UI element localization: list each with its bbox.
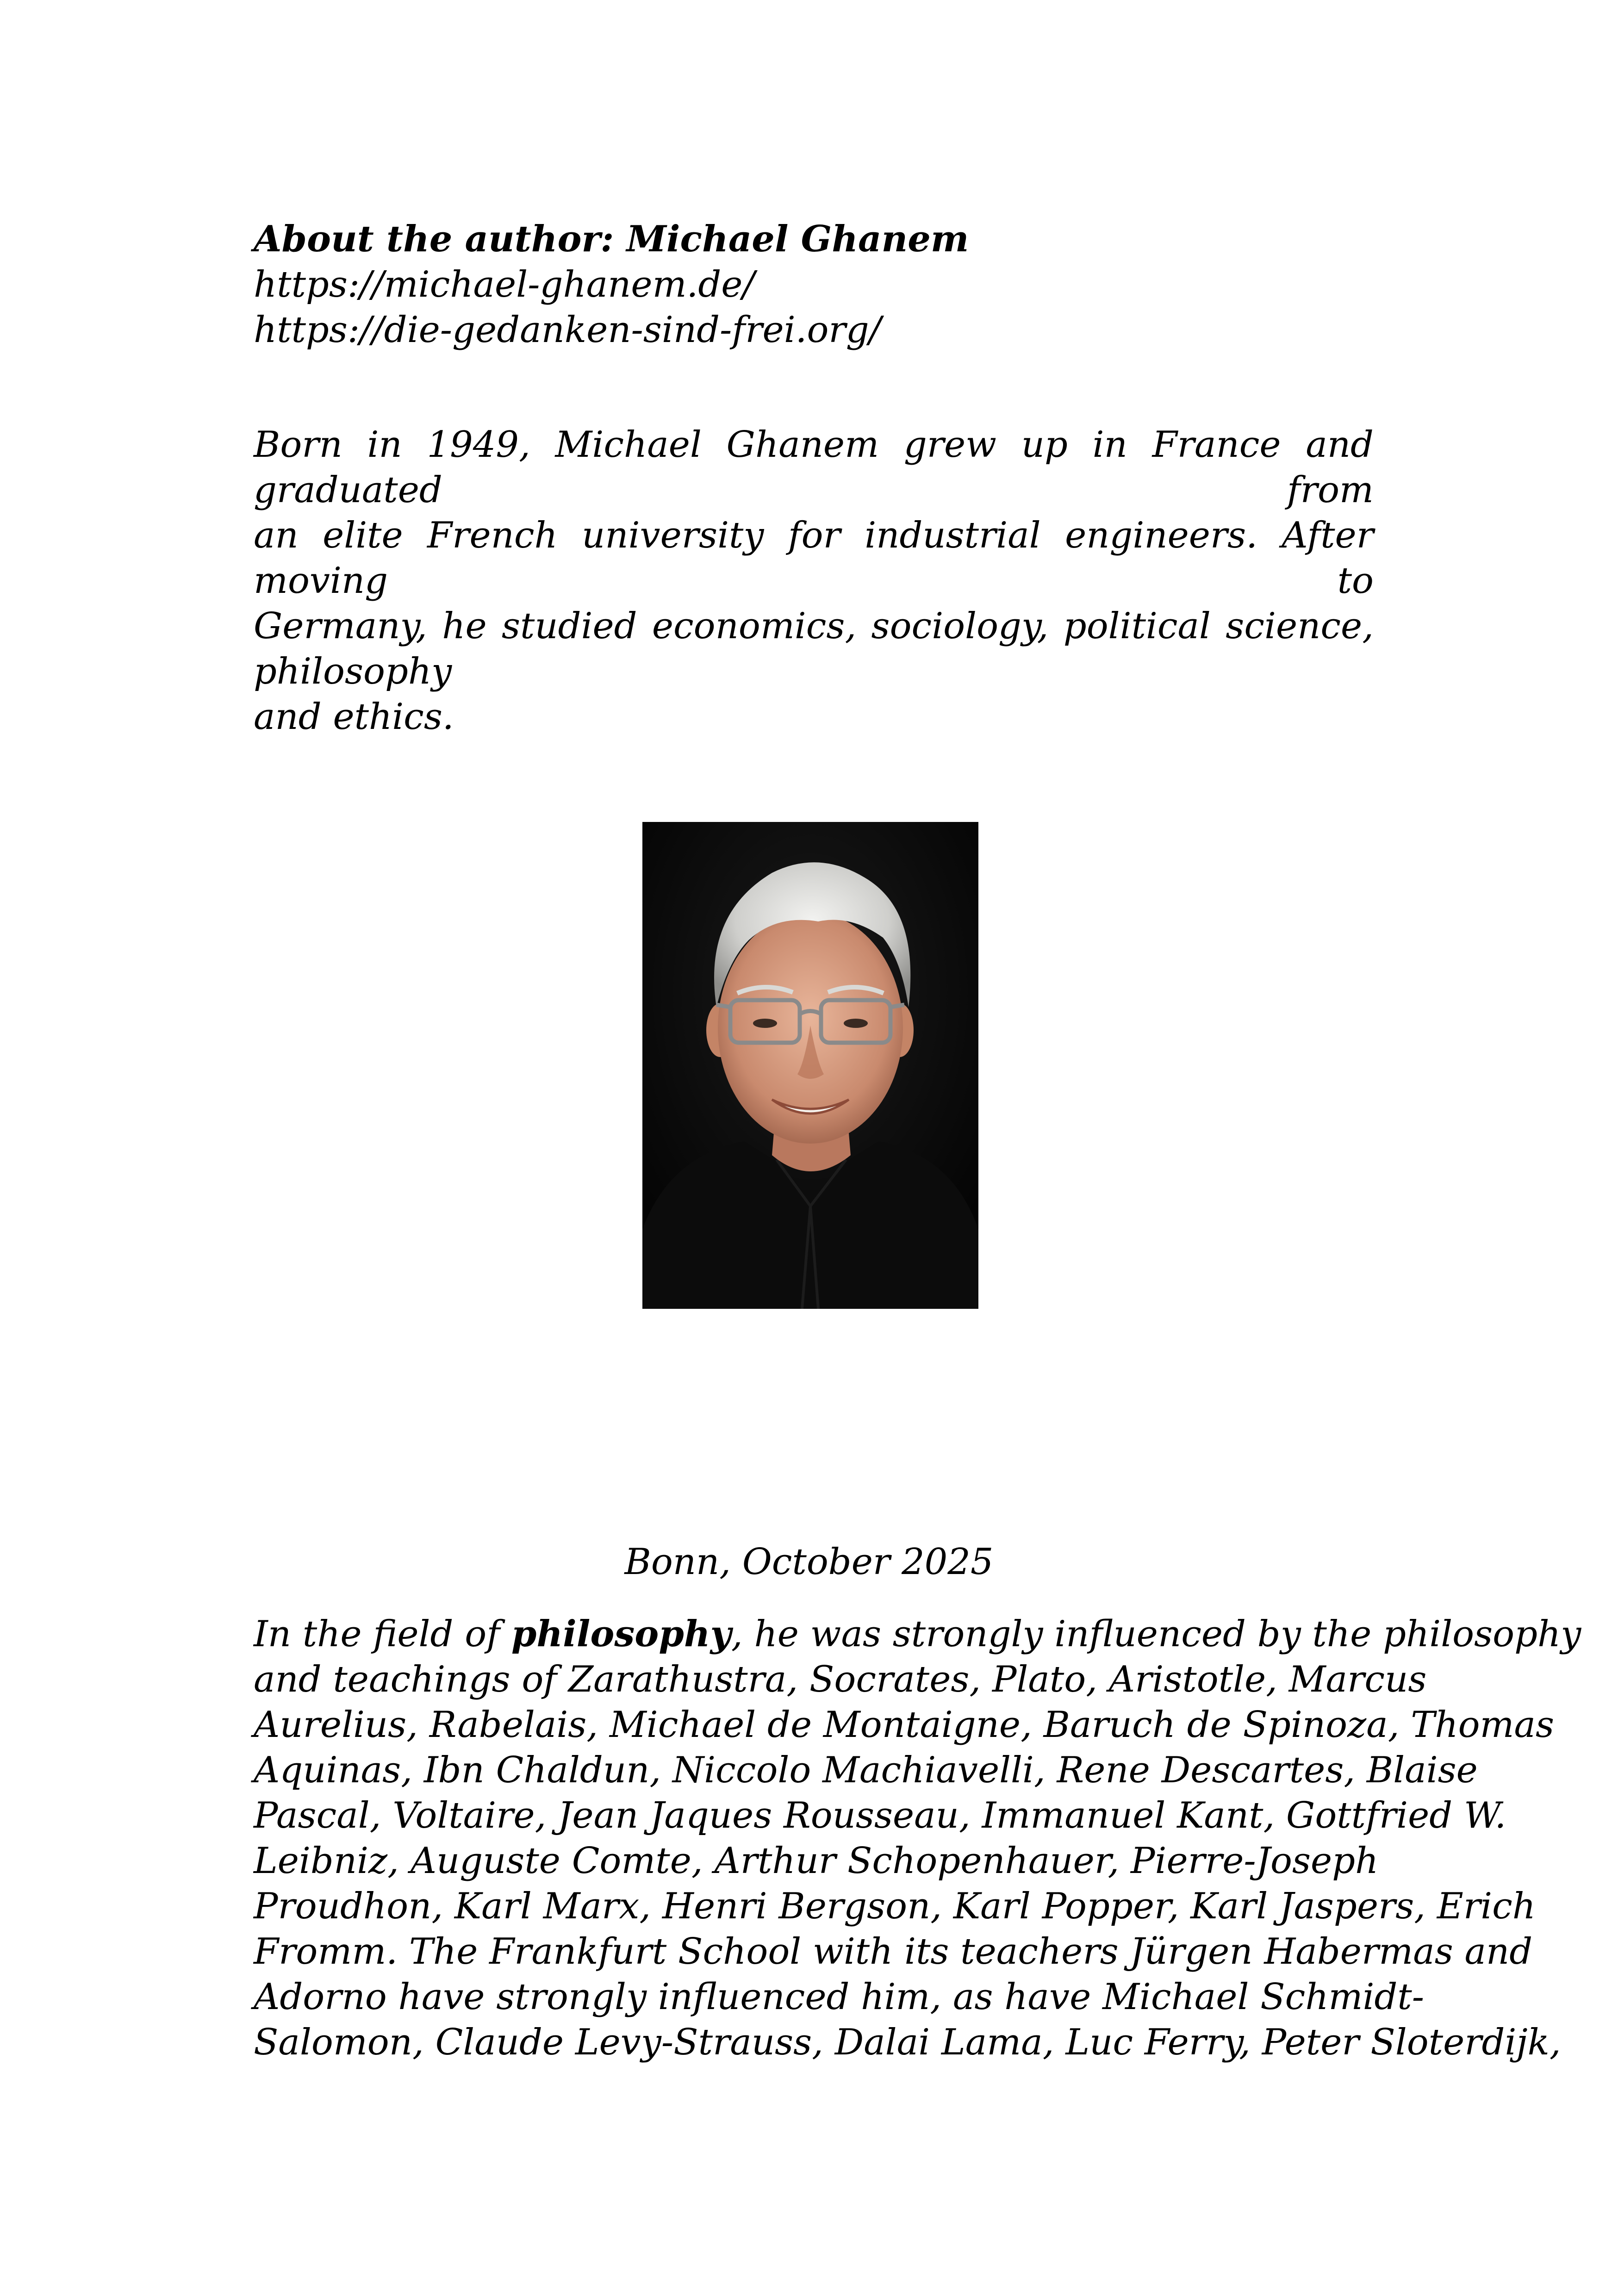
influences-line: Salomon, Claude Levy-Strauss, Dalai Lama, Luc Ferry, Peter Sloterdijk, xyxy=(254,2022,1561,2063)
influences-prefix: In the field of xyxy=(254,1613,511,1655)
bio-line: and ethics. xyxy=(254,696,454,738)
biography-paragraph xyxy=(254,422,1374,740)
influences-line: Pascal, Voltaire, Jean Jaques Rousseau, Immanuel Kant, Gottfried W. xyxy=(254,1795,1506,1836)
influences-line: Aquinas, Ibn Chaldun, Niccolo Machiavelli, Rene Descartes, Blaise xyxy=(254,1749,1478,1791)
philosophy-influences-paragraph xyxy=(254,1612,1581,2065)
influences-suffix: , he was strongly influenced by the philosophy xyxy=(731,1613,1581,1655)
author-photo xyxy=(642,822,978,1309)
influences-line: Aurelius, Rabelais, Michael de Montaigne, Baruch de Spinoza, Thomas xyxy=(254,1704,1555,1746)
influences-line: Fromm. The Frankfurt School with its teachers Jürgen Habermas and xyxy=(254,1931,1533,1972)
bio-line: Born in 1949, Michael Ghanem grew up in France and graduated from xyxy=(254,424,1374,511)
influences-line: and teachings of Zarathustra, Socrates, Plato, Aristotle, Marcus xyxy=(254,1659,1427,1700)
website-link-2[interactable]: https://die-gedanken-sind-frei.org/ xyxy=(254,309,881,351)
portrait-illustration xyxy=(642,822,978,1309)
bio-line: Germany, he studied economics, sociology, political science, philosophy xyxy=(254,605,1374,692)
bio-line: an elite French university for industrial engineers. After moving to xyxy=(254,515,1374,602)
author-header xyxy=(254,217,1374,353)
dateline: Bonn, October 2025 xyxy=(624,1541,994,1583)
influences-line: Adorno have strongly influenced him, as have Michael Schmidt- xyxy=(254,1976,1425,2018)
influences-line: Leibniz, Auguste Comte, Arthur Schopenhauer, Pierre-Joseph xyxy=(254,1840,1379,1882)
influences-line: Proudhon, Karl Marx, Henri Bergson, Karl Popper, Karl Jaspers, Erich xyxy=(254,1885,1536,1927)
website-link-1[interactable]: https://michael-ghanem.de/ xyxy=(254,264,755,305)
philosophy-term: philosophy xyxy=(511,1613,731,1655)
influences-first-line xyxy=(254,1612,1581,1657)
page-title: About the author: Michael Ghanem xyxy=(254,218,969,260)
